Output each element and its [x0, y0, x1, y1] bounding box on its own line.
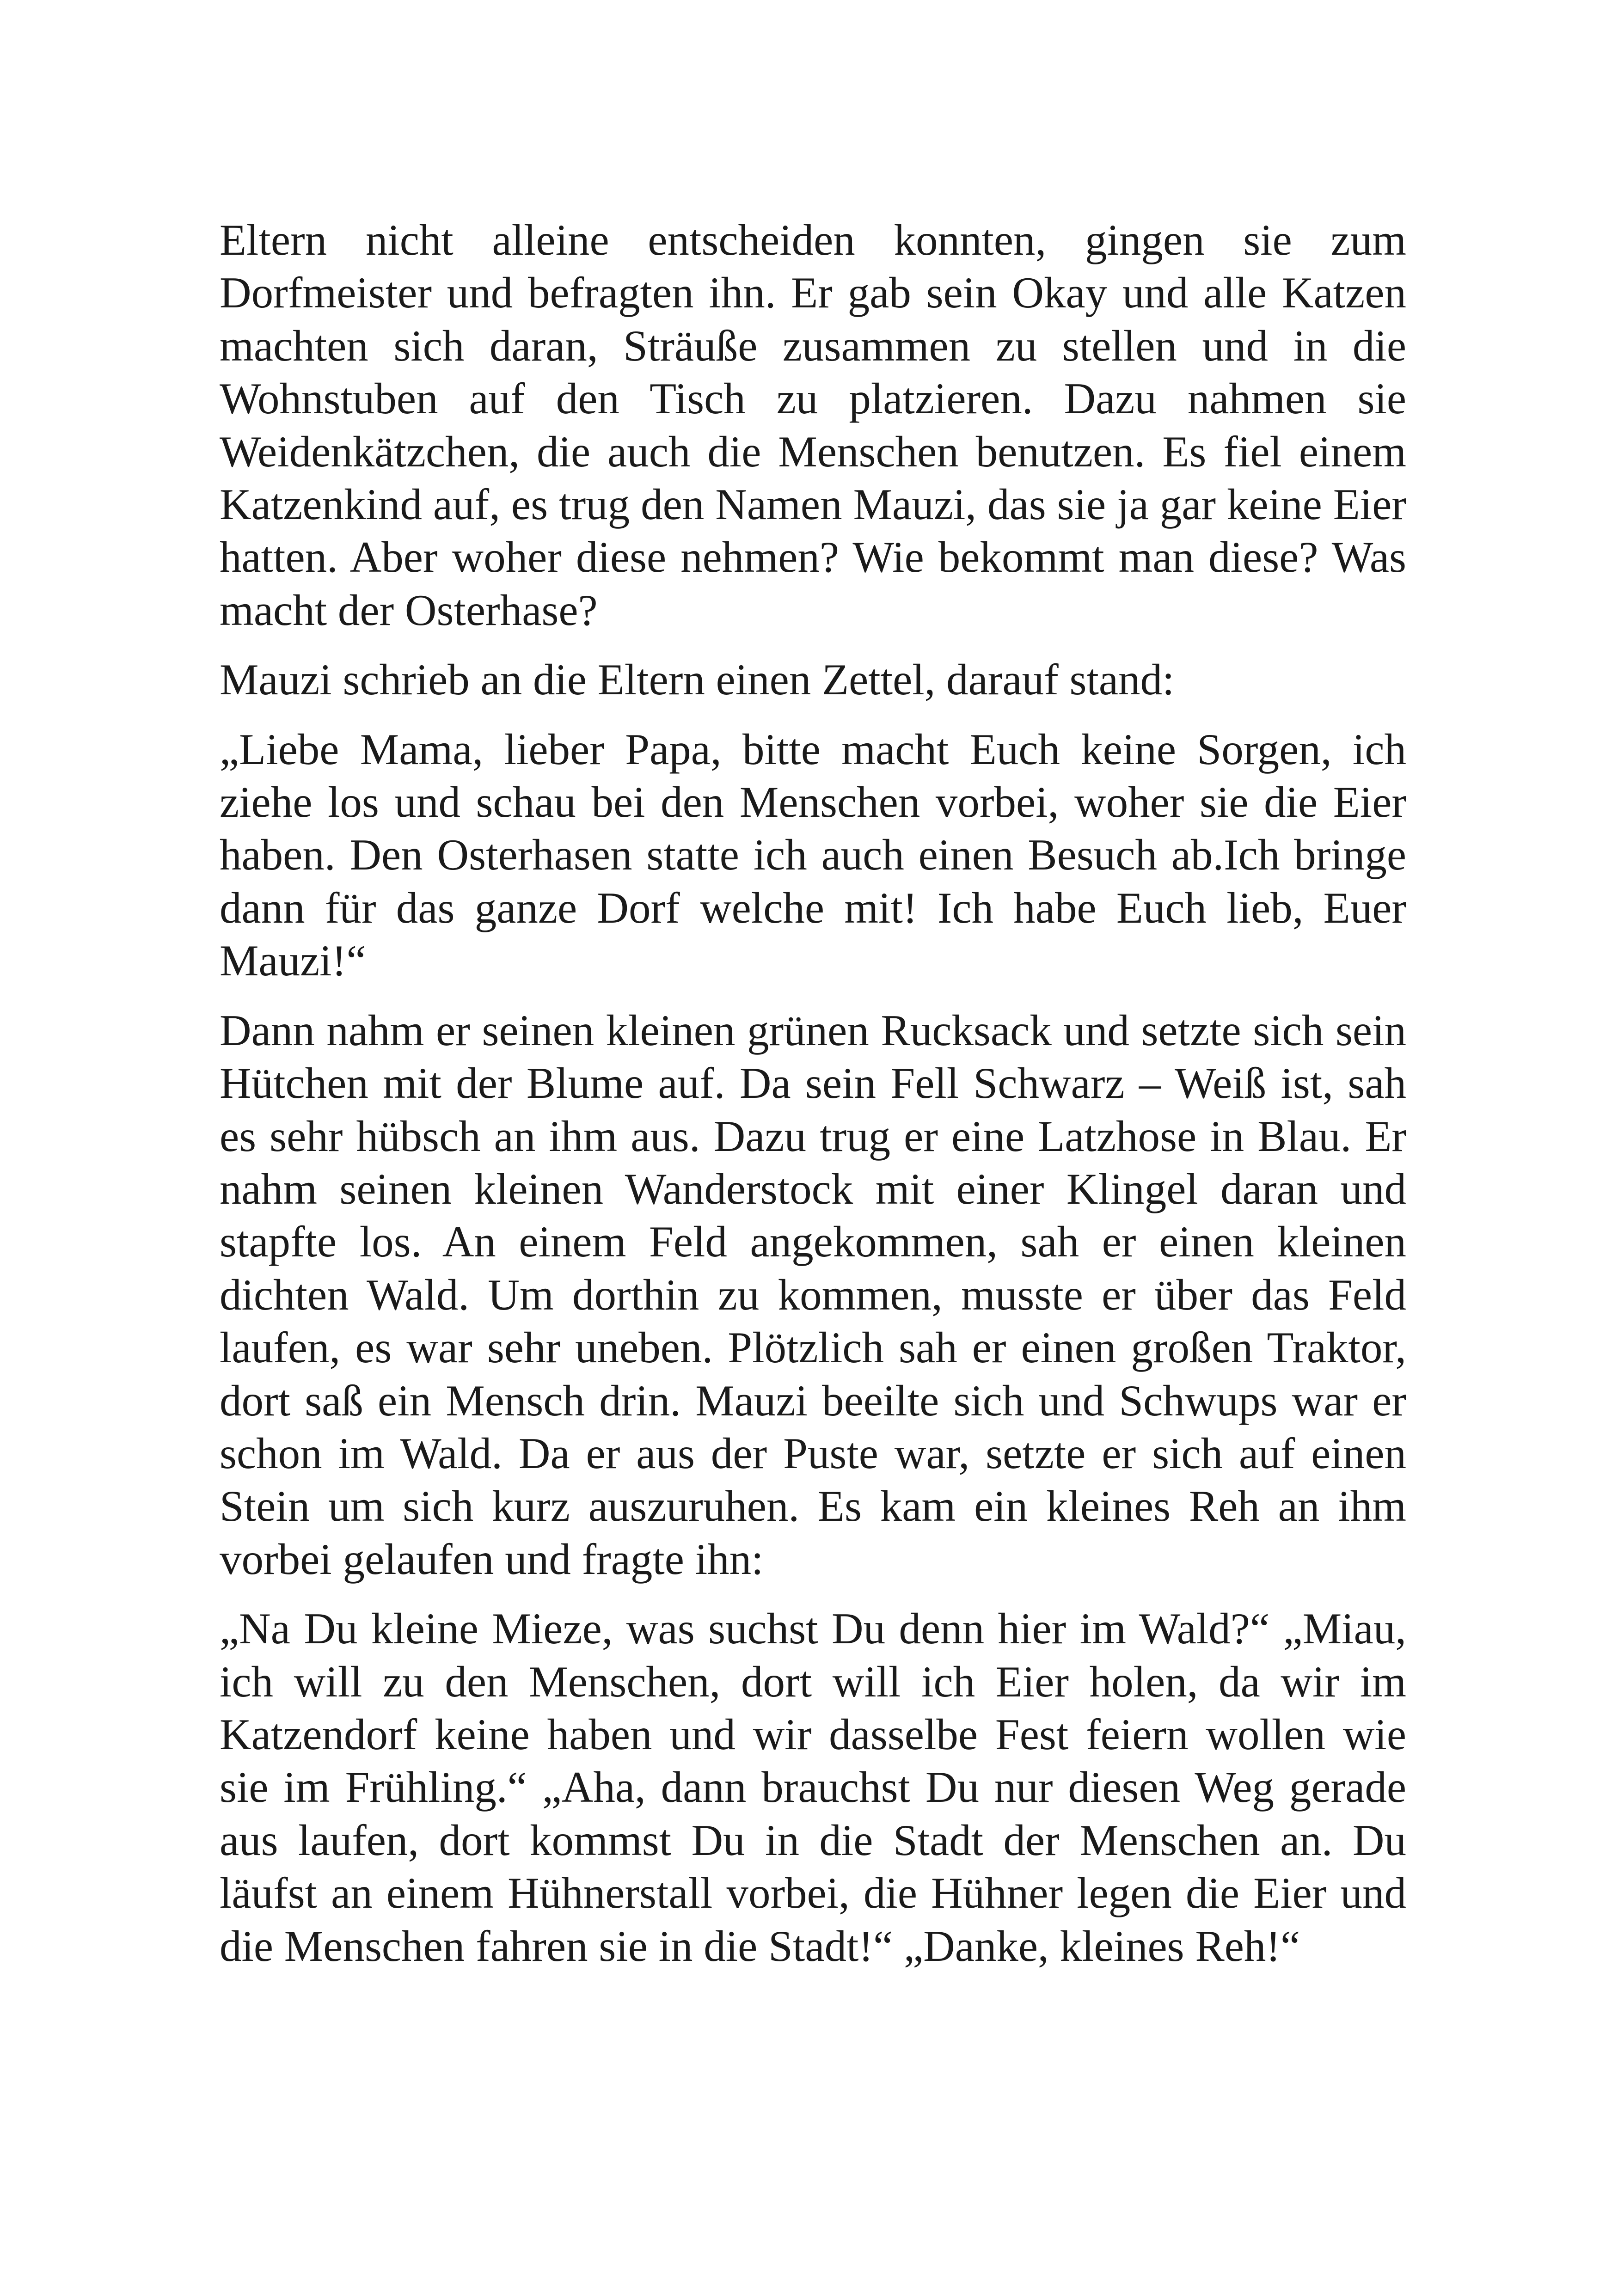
paragraph-2: Mauzi schrieb an die Eltern einen Zettel, darauf stand: — [220, 655, 1175, 704]
story-text — [220, 214, 1406, 1989]
paragraph-4: Dann nahm er seinen kleinen grünen Rucksack und setzte sich sein Hütchen mit der Blume auf. Da sein Fell Schwarz – Weiß ist, sah es sehr hübsch an ihm aus. Dazu trug er eine Latzhose in Blau. Er nahm seinen kleinen Wanderstock mit einer Klingel daran und stapfte los. An einem Feld angekommen, sah er einen kleinen dichten Wald. Um dorthin zu kommen, musste er über das Feld laufen, es war sehr uneben. Plötzlich sah er einen großen Traktor, dort saß ein Mensch drin. Mauzi beeilte sich und Schwups war er schon im Wald. Da er aus der Puste war, setzte er sich auf einen Stein um sich kurz auszuruhen. Es kam ein kleines Reh an ihm vorbei gelaufen und fragte ihn: — [220, 1005, 1406, 1584]
paragraph-3: „Liebe Mama, lieber Papa, bitte macht Euch keine Sorgen, ich ziehe los und schau bei den Menschen vorbei, woher sie die Eier haben. Den Osterhasen statte ich auch einen Besuch ab.Ich bringe dann für das ganze Dorf welche mit! Ich habe Euch lieb, Euer Mauzi!“ — [220, 724, 1406, 986]
paragraph-1: Eltern nicht alleine entscheiden konnten, gingen sie zum Dorfmeister und befragten ihn. Er gab sein Okay und alle Katzen machten sich daran, Sträuße zusammen zu stellen und in die Wohnstuben auf den Tisch zu platzieren. Dazu nahmen sie Weidenkätzchen, die auch die Menschen benutzen. Es fiel einem Katzenkind auf, es trug den Namen Mauzi, das sie ja gar keine Eier hatten. Aber woher diese nehmen? Wie bekommt man diese? Was macht der Osterhase? — [220, 215, 1406, 635]
paragraph-5: „Na Du kleine Mieze, was suchst Du denn hier im Wald?“ „Miau, ich will zu den Menschen, dort will ich Eier holen, da wir im Katzendorf keine haben und wir dasselbe Fest feiern wollen wie sie im Frühling.“ „Aha, dann brauchst Du nur diesen Weg gerade aus laufen, dort kommst Du in die Stadt der Menschen an. Du läufst an einem Hühnerstall vorbei, die Hühner legen die Eier und die Menschen fahren sie in die Stadt!“ „Danke, kleines Reh!“ — [220, 1604, 1406, 1971]
